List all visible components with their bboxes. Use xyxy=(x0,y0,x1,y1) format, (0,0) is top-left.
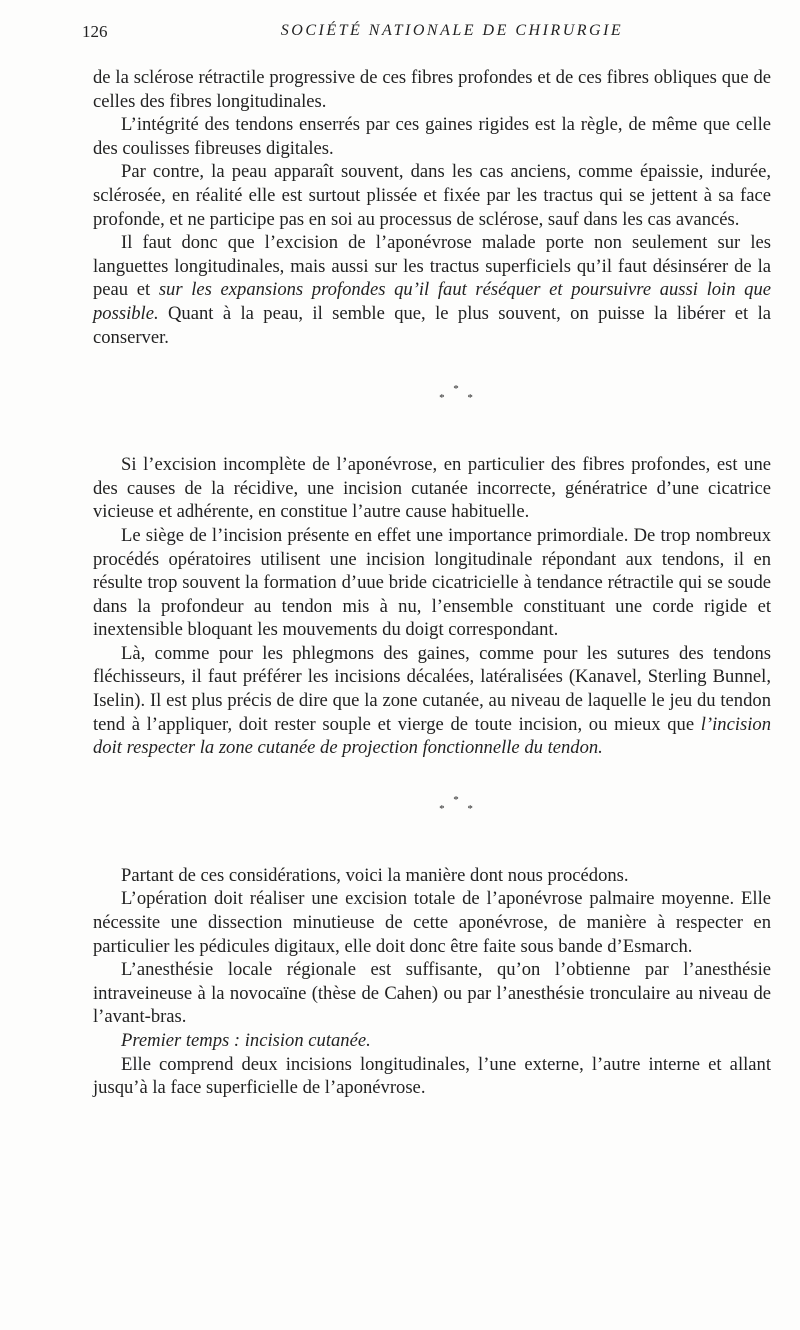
paragraph: L’anesthésie locale régionale est suffisante, qu’on l’obtienne par l’anesthésie intraveineuse à la novocaïne (thèse de Cahen) ou par l’anesthésie tronculaire au niveau de l’avant-bras. xyxy=(93,959,771,1028)
paragraph: L’intégrité des tendons enserrés par ces gaines rigides est la règle, de même que celle des coulisses fibreuses digitales. xyxy=(93,114,771,159)
running-header xyxy=(82,22,772,46)
body-text xyxy=(93,66,771,1100)
paragraph: Si l’excision incomplète de l’aponévrose, en particulier des fibres profondes, est une des causes de la récidive, une incision cutanée incorrecte, génératrice d’une cicatrice vicieuse et adhérente, en constitue l’autre cause habituelle. xyxy=(93,454,771,523)
paragraph xyxy=(93,642,771,760)
section-separator xyxy=(93,385,771,403)
paragraph: Le siège de l’incision présente en effet une importance primordiale. De trop nombreux procédés opératoires utilisent une incision longitudinale répondant aux tendons, il en résulte trop souvent la formation d’uue bride cicatricielle à tendance rétractile qui se soude dans la profondeur au tendon mis à nu, l’ensemble constituant une corde rigide et inextensible bloquant les mouvements du doigt correspondant. xyxy=(93,524,771,641)
paragraph xyxy=(93,231,771,349)
paragraph: Partant de ces considérations, voici la manière dont nous procédons. xyxy=(121,864,629,886)
italic-emphasis: sur les expansions profondes qu’il faut réséquer et poursuivre aussi loin que possible. xyxy=(93,279,771,324)
asterism-bottom: * * xyxy=(439,392,483,405)
paragraph: de la sclérose rétractile progressive de ces fibres profondes et de ces fibres obliques que de celles des fibres longitudinales. xyxy=(93,67,771,112)
asterism-top: * xyxy=(453,793,459,806)
paragraph: L’opération doit réaliser une excision totale de l’aponévrose palmaire moyenne. Elle nécessite une dissection minutieuse de cette aponévrose, de manière à respecter en particulier les pédicules digitaux, elle doit donc être faite sous bande d’Esmarch. xyxy=(93,888,771,957)
italic-emphasis: l’incision doit respecter la zone cutanée de projection fonctionnelle du tendon. xyxy=(93,713,771,759)
page-number: 126 xyxy=(82,22,108,41)
paragraph: Par contre, la peau apparaît souvent, dans les cas anciens, comme épaissie, indurée, sclérosée, en réalité elle est surtout plissée et fixée par les tractus qui se jettent à sa face profonde, et ne participe pas en soi au processus de sclérose, sauf dans les cas avancés. xyxy=(93,161,771,230)
journal-title: SOCIÉTÉ NATIONALE DE CHIRURGIE xyxy=(280,22,624,39)
asterism-top: * xyxy=(453,383,459,396)
asterism-bottom: * * xyxy=(439,802,483,815)
italic-subheading: Premier temps : incision cutanée. xyxy=(121,1030,371,1051)
paragraph-text: Quant à la peau, il semble que, le plus souvent, on puisse la libérer et la conserver. xyxy=(93,302,771,348)
paragraph xyxy=(93,1029,771,1053)
paragraph-text: Là, comme pour les phlegmons des gaines, comme pour les sutures des tendons fléchisseurs, il faut préférer les incisions décalées, latéralisées (Kanavel, Sterling Bunnel, Iselin). Il est plus précis de dire que la zone cutanée, au niveau de laquelle le jeu du tendon tend à l’appliquer, doit rester souple et vierge de toute incision, ou mieux que xyxy=(93,642,771,735)
paragraph-text: Il faut donc que l’excision de l’aponévrose malade porte non seulement sur les languettes longitudinales, mais aussi sur les tractus superficiels qu’il faut désinsérer de la peau et xyxy=(93,232,771,301)
section-separator xyxy=(93,793,771,815)
paragraph: Elle comprend deux incisions longitudinales, l’une externe, l’autre interne et allant jusqu’à la face superficielle de l’aponévrose. xyxy=(93,1053,771,1099)
